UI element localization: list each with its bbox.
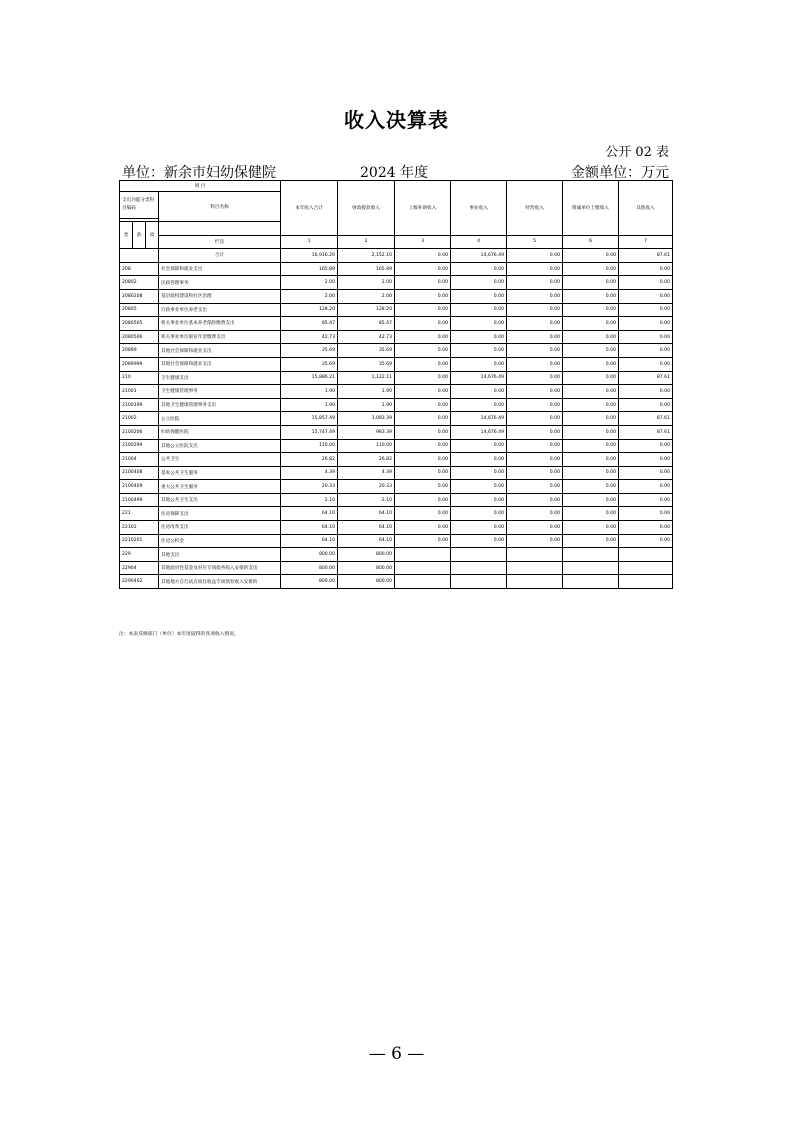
amount-cell: 42.73 [281, 330, 338, 344]
amount-cell: 800.00 [338, 548, 395, 562]
amount-cell: 0.00 [451, 330, 507, 344]
subject-code: 2080506 [120, 330, 159, 344]
subject-code: 208 [120, 262, 159, 276]
amount-cell: 1.90 [338, 385, 395, 399]
col-header-operating: 经营收入 [507, 181, 563, 236]
subject-code: 20805 [120, 303, 159, 317]
amount-cell: 0.00 [507, 317, 563, 331]
subject-name: 机关事业单位职业年金缴费支出 [159, 330, 281, 344]
amount-cell: 87.61 [619, 371, 673, 385]
subject-code: 2100199 [120, 398, 159, 412]
amount-cell: 0.00 [395, 453, 451, 467]
amount-cell: 0.00 [563, 344, 619, 358]
total-value: 16,916.20 [281, 249, 338, 263]
table-row [120, 398, 673, 412]
amount-cell: 0.00 [619, 398, 673, 412]
table-row [120, 507, 673, 521]
amount-cell: 2.10 [281, 493, 338, 507]
amount-cell: 35.69 [338, 344, 395, 358]
amount-cell: 4.39 [338, 466, 395, 480]
amount-cell: 110.00 [338, 439, 395, 453]
amount-cell: 0.00 [563, 357, 619, 371]
amount-cell: 0.00 [563, 534, 619, 548]
amount-cell: 0.00 [507, 493, 563, 507]
subject-code: 2290402 [120, 575, 159, 589]
subject-code: 22102 [120, 521, 159, 535]
amount-cell: 0.00 [395, 262, 451, 276]
amount-cell: 0.00 [507, 330, 563, 344]
amount-cell: 0.00 [395, 480, 451, 494]
level-kuan: 款 [133, 222, 146, 249]
subject-name: 其他地方自行试点项目收益专项债券收入安排的 [159, 575, 281, 589]
amount-cell: 0.00 [507, 534, 563, 548]
amount-cell: 0.00 [395, 425, 451, 439]
amount-cell: 0.00 [563, 276, 619, 290]
amount-cell: 0.00 [451, 466, 507, 480]
subject-code: 2100499 [120, 493, 159, 507]
amount-cell: 0.00 [507, 412, 563, 426]
amount-cell: 0.00 [619, 262, 673, 276]
amount-cell: 0.00 [451, 534, 507, 548]
amount-cell: 42.73 [338, 330, 395, 344]
table-row [120, 521, 673, 535]
subject-code: 22904 [120, 561, 159, 575]
amount-cell [451, 575, 507, 589]
amount-cell: 0.00 [563, 480, 619, 494]
amount-cell: 0.00 [619, 493, 673, 507]
table-row [120, 344, 673, 358]
amount-cell: 0.00 [451, 480, 507, 494]
subject-name: 住房公积金 [159, 534, 281, 548]
subject-name: 住房保障支出 [159, 507, 281, 521]
amount-cell: 35.69 [281, 357, 338, 371]
amount-cell: 14,676.49 [451, 371, 507, 385]
subject-code: 2100299 [120, 439, 159, 453]
amount-cell: 0.00 [507, 385, 563, 399]
amount-cell: 0.00 [563, 317, 619, 331]
page-title: 收入决算表 [344, 108, 449, 132]
amount-cell: 2.00 [338, 289, 395, 303]
amount-cell [395, 548, 451, 562]
amount-cell: 0.00 [619, 357, 673, 371]
amount-cell: 4.39 [281, 466, 338, 480]
column-number: 2 [338, 235, 395, 249]
amount-cell: 0.00 [619, 534, 673, 548]
subject-code: 2100409 [120, 480, 159, 494]
amount-cell: 0.00 [563, 385, 619, 399]
column-number: 1 [281, 235, 338, 249]
amount-cell: 0.00 [619, 303, 673, 317]
subject-code: 2089999 [120, 357, 159, 371]
subject-code: 221 [120, 507, 159, 521]
table-row [120, 561, 673, 575]
table-row [120, 453, 673, 467]
amount-unit: 金额单位：万元 [571, 165, 669, 181]
amount-cell: 64.10 [338, 507, 395, 521]
table-row [120, 289, 673, 303]
header-row-project [120, 181, 673, 192]
amount-cell: 0.00 [395, 398, 451, 412]
subject-name: 其他公立医院支出 [159, 439, 281, 453]
subject-name: 其他公共卫生支出 [159, 493, 281, 507]
total-value: 0.00 [395, 249, 451, 263]
amount-cell: 0.00 [395, 493, 451, 507]
amount-cell: 0.00 [507, 439, 563, 453]
amount-cell: 1,093.39 [338, 412, 395, 426]
amount-cell: 0.00 [507, 303, 563, 317]
name-header: 科目名称 [159, 192, 281, 222]
table-row [120, 276, 673, 290]
amount-cell: 0.00 [507, 289, 563, 303]
amount-cell: 0.00 [563, 371, 619, 385]
amount-cell: 0.00 [619, 330, 673, 344]
subject-code: 2100206 [120, 425, 159, 439]
amount-cell: 0.00 [451, 357, 507, 371]
amount-cell: 15,886.21 [281, 371, 338, 385]
subject-name: 公立医院 [159, 412, 281, 426]
amount-cell: 0.00 [619, 276, 673, 290]
amount-cell: 64.10 [338, 534, 395, 548]
amount-cell [619, 561, 673, 575]
column-number: 7 [619, 235, 673, 249]
total-value: 2,152.10 [338, 249, 395, 263]
amount-cell: 2.00 [281, 276, 338, 290]
subject-name: 妇幼保健医院 [159, 425, 281, 439]
subject-code: 229 [120, 548, 159, 562]
level-lei: 类 [120, 222, 133, 249]
amount-cell: 0.00 [451, 276, 507, 290]
amount-cell [451, 561, 507, 575]
name-header-filler [159, 222, 281, 236]
subject-code: 21002 [120, 412, 159, 426]
amount-cell: 0.00 [563, 439, 619, 453]
amount-cell: 128.20 [281, 303, 338, 317]
amount-cell: 2.00 [338, 276, 395, 290]
col-header-business: 事业收入 [451, 181, 507, 236]
amount-cell: 64.10 [281, 534, 338, 548]
project-header: 项 目 [120, 181, 281, 192]
table-note: 注：本表反映部门（单位）本年度取得的各项收入情况。 [119, 632, 239, 637]
amount-cell: 0.00 [395, 534, 451, 548]
table-row [120, 439, 673, 453]
table-row [120, 534, 673, 548]
subject-code: 21001 [120, 385, 159, 399]
amount-cell: 0.00 [563, 330, 619, 344]
amount-cell [451, 548, 507, 562]
amount-cell: 0.00 [451, 303, 507, 317]
amount-cell: 165.89 [281, 262, 338, 276]
amount-cell: 0.00 [451, 493, 507, 507]
amount-cell: 1,122.11 [338, 371, 395, 385]
amount-cell: 0.00 [619, 344, 673, 358]
amount-cell [619, 575, 673, 589]
amount-cell: 0.00 [395, 276, 451, 290]
col-header-other: 其他收入 [619, 181, 673, 236]
table-row [120, 385, 673, 399]
column-number: 6 [563, 235, 619, 249]
amount-cell: 128.20 [338, 303, 395, 317]
amount-cell: 87.61 [619, 412, 673, 426]
amount-cell: 800.00 [281, 561, 338, 575]
subject-code: 2080505 [120, 317, 159, 331]
subject-code: 210 [120, 371, 159, 385]
amount-cell: 0.00 [507, 276, 563, 290]
table-row [120, 303, 673, 317]
table-row [120, 548, 673, 562]
amount-cell [563, 561, 619, 575]
col-header-affiliated: 附属单位上缴收入 [563, 181, 619, 236]
col-header-superior: 上级补助收入 [395, 181, 451, 236]
table-row [120, 262, 673, 276]
subject-name: 其他社会保障和就业支出 [159, 344, 281, 358]
code-header: 支出功能分类科目编码 [120, 192, 159, 219]
amount-cell: 0.00 [451, 453, 507, 467]
total-row [120, 249, 673, 263]
amount-cell: 0.00 [507, 398, 563, 412]
amount-cell: 15,857.49 [281, 412, 338, 426]
amount-cell: 0.00 [563, 289, 619, 303]
amount-cell [507, 575, 563, 589]
amount-cell: 0.00 [619, 480, 673, 494]
amount-cell: 0.00 [619, 521, 673, 535]
amount-cell: 87.61 [619, 425, 673, 439]
subject-name: 卫生健康管理事务 [159, 385, 281, 399]
subject-code: 2100408 [120, 466, 159, 480]
amount-cell: 1.90 [281, 385, 338, 399]
amount-cell [619, 548, 673, 562]
amount-cell: 0.00 [395, 330, 451, 344]
amount-cell: 20.33 [338, 480, 395, 494]
amount-cell: 0.00 [507, 480, 563, 494]
amount-cell: 0.00 [395, 521, 451, 535]
amount-cell: 0.00 [507, 344, 563, 358]
subject-code: 21004 [120, 453, 159, 467]
amount-cell: 0.00 [395, 357, 451, 371]
amount-cell: 0.00 [563, 521, 619, 535]
subject-name: 其他社会保障和就业支出 [159, 357, 281, 371]
amount-cell: 0.00 [451, 262, 507, 276]
amount-cell: 0.00 [619, 466, 673, 480]
amount-cell: 0.00 [507, 425, 563, 439]
table-row [120, 357, 673, 371]
column-number: 3 [395, 235, 451, 249]
subject-name: 行政事业单位养老支出 [159, 303, 281, 317]
total-value: 0.00 [507, 249, 563, 263]
amount-cell: 0.00 [395, 412, 451, 426]
table-row [120, 480, 673, 494]
amount-cell: 0.00 [507, 453, 563, 467]
amount-cell [395, 575, 451, 589]
amount-cell: 0.00 [451, 507, 507, 521]
amount-cell: 0.00 [619, 385, 673, 399]
amount-cell: 0.00 [395, 466, 451, 480]
total-value: 14,676.49 [451, 249, 507, 263]
amount-cell: 35.69 [281, 344, 338, 358]
amount-cell [507, 548, 563, 562]
subject-code: 20899 [120, 344, 159, 358]
amount-cell: 0.00 [563, 453, 619, 467]
amount-cell: 0.00 [619, 439, 673, 453]
amount-cell: 0.00 [395, 371, 451, 385]
amount-cell: 0.00 [451, 317, 507, 331]
amount-cell: 0.00 [619, 453, 673, 467]
amount-cell: 0.00 [619, 317, 673, 331]
amount-cell: 0.00 [563, 493, 619, 507]
col-header-total: 本年收入合计 [281, 181, 338, 236]
subject-name: 卫生健康支出 [159, 371, 281, 385]
page-number: — 6 — [368, 1044, 425, 1064]
amount-cell: 0.00 [395, 507, 451, 521]
amount-cell: 0.00 [563, 262, 619, 276]
reporting-unit: 单位：新余市妇幼保健院 [122, 165, 276, 181]
amount-cell [395, 561, 451, 575]
subject-name: 民政管理事务 [159, 276, 281, 290]
amount-cell: 1.90 [338, 398, 395, 412]
table-row [120, 575, 673, 589]
amount-cell: 0.00 [451, 385, 507, 399]
subject-code: 2210201 [120, 534, 159, 548]
amount-cell: 0.00 [451, 398, 507, 412]
amount-cell: 0.00 [507, 521, 563, 535]
subject-name: 基层政权建设和社区治理 [159, 289, 281, 303]
amount-cell: 0.00 [395, 439, 451, 453]
table-row [120, 371, 673, 385]
amount-cell: 14,676.49 [451, 412, 507, 426]
amount-cell: 165.89 [338, 262, 395, 276]
amount-cell: 0.00 [395, 344, 451, 358]
amount-cell: 0.00 [395, 317, 451, 331]
amount-cell: 15,747.49 [281, 425, 338, 439]
amount-cell: 0.00 [395, 385, 451, 399]
level-xiang: 项 [146, 222, 159, 249]
amount-cell: 0.00 [395, 289, 451, 303]
amount-cell [563, 575, 619, 589]
amount-cell [563, 548, 619, 562]
subject-code: 20802 [120, 276, 159, 290]
amount-cell: 0.00 [563, 412, 619, 426]
subject-name: 机关事业单位基本养老保险缴费支出 [159, 317, 281, 331]
amount-cell: 0.00 [507, 371, 563, 385]
amount-cell: 14,676.49 [451, 425, 507, 439]
amount-cell: 85.47 [338, 317, 395, 331]
column-number: 5 [507, 235, 563, 249]
income-table [119, 180, 673, 589]
amount-cell: 0.00 [451, 344, 507, 358]
amount-cell: 26.82 [281, 453, 338, 467]
column-number-row [120, 235, 673, 249]
amount-cell: 0.00 [619, 289, 673, 303]
amount-cell: 85.47 [281, 317, 338, 331]
subject-name: 社会保障和就业支出 [159, 262, 281, 276]
total-label: 合计 [159, 249, 281, 263]
subject-name: 其他政府性基金及对应专项债务收入安排的支出 [159, 561, 281, 575]
amount-cell: 1.90 [281, 398, 338, 412]
amount-cell: 0.00 [507, 507, 563, 521]
amount-cell: 0.00 [619, 507, 673, 521]
subject-code: 2080208 [120, 289, 159, 303]
amount-cell: 0.00 [563, 425, 619, 439]
col-header-fiscal: 财政拨款收入 [338, 181, 395, 236]
amount-cell: 0.00 [563, 507, 619, 521]
amount-cell: 26.82 [338, 453, 395, 467]
table-row [120, 330, 673, 344]
table-row [120, 466, 673, 480]
total-value: 0.00 [563, 249, 619, 263]
lanci-label: 栏次 [159, 235, 281, 249]
amount-cell: 64.10 [281, 507, 338, 521]
total-code-cell [120, 249, 159, 263]
table-row [120, 317, 673, 331]
table-row [120, 425, 673, 439]
amount-cell: 0.00 [563, 303, 619, 317]
amount-cell: 800.00 [281, 575, 338, 589]
report-year: 2024 年度 [360, 165, 429, 181]
amount-cell: 2.10 [338, 493, 395, 507]
subject-name: 公共卫生 [159, 453, 281, 467]
amount-cell: 800.00 [338, 561, 395, 575]
subject-name: 其他卫生健康管理事务支出 [159, 398, 281, 412]
table-row [120, 412, 673, 426]
subject-name: 其他支出 [159, 548, 281, 562]
amount-cell: 800.00 [281, 548, 338, 562]
amount-cell [507, 561, 563, 575]
subject-name: 重大公共卫生服务 [159, 480, 281, 494]
amount-cell: 110.00 [281, 439, 338, 453]
amount-cell: 800.00 [338, 575, 395, 589]
amount-cell: 0.00 [563, 398, 619, 412]
amount-cell: 0.00 [395, 303, 451, 317]
amount-cell: 35.69 [338, 357, 395, 371]
table-row [120, 493, 673, 507]
amount-cell: 0.00 [451, 289, 507, 303]
amount-cell: 64.10 [281, 521, 338, 535]
amount-cell: 20.33 [281, 480, 338, 494]
amount-cell: 983.39 [338, 425, 395, 439]
total-value: 87.61 [619, 249, 673, 263]
amount-cell: 2.00 [281, 289, 338, 303]
amount-cell: 0.00 [451, 521, 507, 535]
form-number: 公开 02 表 [605, 145, 669, 160]
amount-cell: 0.00 [507, 262, 563, 276]
subject-name: 基本公共卫生服务 [159, 466, 281, 480]
amount-cell: 0.00 [563, 466, 619, 480]
subject-name: 住房改革支出 [159, 521, 281, 535]
amount-cell: 0.00 [507, 466, 563, 480]
amount-cell: 0.00 [507, 357, 563, 371]
column-number: 4 [451, 235, 507, 249]
amount-cell: 0.00 [451, 439, 507, 453]
amount-cell: 64.10 [338, 521, 395, 535]
